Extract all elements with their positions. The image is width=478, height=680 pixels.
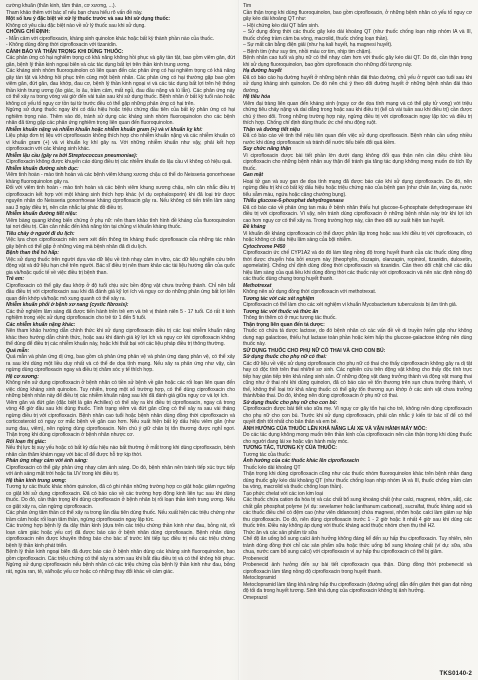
document-code: TKS0140-2 [439, 671, 472, 677]
paragraph: Tương tác của thuốc: [243, 451, 291, 458]
paragraph: Thuốc có chứa tá dược lactose, do đó bệnh nhân có các vấn đề về di truyền hiếm gặp như không dung nạp galactose, thiếu hụt lactase toàn phần hoặc kém hấp thu glucose-galactose không nên dùng thuốc này. [243, 328, 472, 347]
paragraph: Các phản ứng có hại nghiêm trọng có khả năng không hồi phục và gây tàn tật, bao gồm viêm gân, đứt gân, bệnh lý thần kinh ngoại biên và các tác dụng bất lợi trên thần kinh trung ương. [6, 55, 235, 68]
paragraph: Viêm tinh hoàn - mào tinh hoàn và các bệnh viêm khung xương chậu có thể do Neisseria gonorrhoeae kháng fluoroquinolon gây ra. [6, 172, 235, 185]
section-heading: Gan mật [243, 172, 264, 178]
paragraph: Tạo phức chelat với các ion kim loại [243, 490, 324, 497]
paragraph: Viêm bàng quang không biến chứng ở phụ nữ: nên tham khảo tình hình đề kháng của fluoroquinolon tại nơi điều trị. Cần cân nhắc đến khả năng tồn tại chủng vi khuẩn kháng thuốc. [6, 217, 235, 230]
paragraph: Tim [243, 3, 252, 9]
section-heading: Methotrexat [243, 282, 272, 289]
paragraph: Các kháng sinh nhóm fluoroquinolon có liên quan đến các phản ứng có hại nghiêm trọng có khả năng gây tàn tật và không hồi phục trên cùng một bệnh nhân. Các phản ứng có hại thường gặp bao gồm viêm gân, đứt gân, đau khớp, đau cơ, bệnh lý thần kinh ngoại vi và các tác dụng bất lợi trên hệ thống thần kinh trung ương (ảo giác, lo âu, trầm cảm, mất ngủ, đau đầu nặng và lú lẫn). Các phản ứng này có thể xảy ra trong vòng vài giờ đến vài tuần sau khi sử dụng thuốc. Bệnh nhân ở bất kỳ tuổi nào hoặc không có yếu tố nguy cơ tồn tại từ trước đều có thể gặp những phản ứng có hại trên. [6, 68, 235, 107]
paragraph: Các trường hợp bệnh lý đa dây thần kinh (dựa trên các triệu chứng thần kinh như đau, bỏng rát, rối loạn cảm giác hoặc yếu cơ) đã được báo cáo ở bệnh nhân dùng ciprofloxacin. Bệnh nhân dùng ciprofloxacin nên được khuyên thông báo cho bác sĩ trước khi tiếp tục điều trị nếu các triệu chứng bệnh lý thần kinh phát triển. [6, 523, 235, 549]
paragraph: Các thuốc chứa cation đa hóa trị và các chất bổ sung khoáng chất (như calci, magnesi, nhôm, sắt), các chất gắn phosphat polyme (ví dụ: sevelamer hoặc lanthanum carbonat), sucralfat, thuốc kháng acid và các thuốc điều chế có đệm cao (như viên didanosin) chứa magnesi, nhôm hoặc calci làm giảm sự hấp thu ciprofloxacin. Do đó, nên dùng ciprofloxacin trước 1 - 2 giờ hoặc ít nhất 4 giờ sau khi dùng các thuốc trên. Điều này không áp dụng với thuốc kháng acid thuộc nhóm chẹn thụ thể H2. [243, 497, 472, 529]
paragraph: Probenecid [243, 555, 269, 562]
section-heading: Sử dụng thuốc cho phụ nữ cho con bú: [243, 399, 338, 406]
paragraph: Đã có báo cáo về tinh thể niệu liên quan đến việc sử dụng ciprofloxacin. Bệnh nhân cần uống nhiều nước khi dùng ciprofloxacin và tránh để nước tiểu biến đổi quá kiềm. [243, 133, 472, 146]
section-heading: Hạ đường huyết [243, 68, 282, 74]
section-heading: Thiếu glucose-6-phosphat dehydrogenase [243, 198, 344, 204]
section-heading: TƯƠNG TÁC, TƯƠNG KỴ CỦA THUỐC: [243, 445, 337, 451]
section-heading: Nhiễm khuẩn nặng và nhiễm khuẩn hoặc nhiễm khuẩn gram (+) và vi khuẩn kỵ khí: [6, 126, 203, 133]
section-heading: Bệnh than thể hô hấp: [6, 250, 59, 256]
left-column [6, 3, 235, 667]
paragraph: Việc lựa chọn ciprofloxacin nên xem xét đến thông tin kháng thuốc ciprofloxacin của những tác nhân gây bệnh có thể gặp ở những vùng mà bệnh nhân đã đi du lịch. [6, 237, 235, 250]
paragraph: Thuốc kéo dài khoảng QT [243, 464, 301, 471]
paragraph: Vi khuẩn đề kháng ciprofloxacin có thể được phân lập trong hoặc sau khi điều trị với ciprofloxacin, có hoặc không có dấu hiệu lâm sàng của bội nhiễm. [243, 230, 472, 243]
paragraph: Do các tác dụng không mong muốn trên thần kinh của ciprofloxacin nên cần thận trọng khi dùng thuốc cho người đang lái xe hoặc vận hành máy móc. [243, 432, 472, 445]
section-heading: Một số lưu ý đặc biệt về xử lý thuốc trước và sau khi sử dụng thuốc: [6, 16, 171, 22]
paragraph: Các dữ liệu về việc sử dụng ciprofloxacin cho phụ nữ có thai cho thấy ciprofloxacin không gây ra dị tật hay có độc tính trên thai nhi/trẻ sơ sinh. Các nghiên cứu trên động vật không cho thấy độc tính trực tiếp hay gián tiếp trên khả năng sinh sản. Ở những động vật đang trưởng thành và động vật mang thai cũng như ở thai nhi khi dùng quinolon, đã có báo cáo về tổn thương trên sụn chưa trưởng thành, vì thế, không thể loại trừ khả năng thuốc có thể gây tổn thương sụn khớp ở các sinh vật chưa trưởng thành/bào thai. Do đó, không nên dùng ciprofloxacin ở phụ nữ có thai. [243, 360, 472, 399]
paragraph: Bệnh nhân cao tuổi và phụ nữ có thể nhạy cảm hơn với thuốc gây kéo dài QT. Do đó, cần thận trọng khi sử dụng fluoroquinolon, bao gồm ciprofloxacin cho những đối tượng này. [243, 55, 472, 68]
paragraph: Đã có báo cáo về phản ứng tan máu ở bệnh nhân thiếu hụt glucose-6-phosphate dehydrogenase khi điều trị với ciprofloxacin. Vì vậy, nên tránh dùng ciprofloxacin ở những bệnh nhân này trừ khi lợi ích cao hơn nguy cơ có thể xảy ra. Trong trường hợp này, cần theo dõi sự xuất hiện tan huyết. [243, 204, 472, 224]
paragraph: Không nên sử dụng ciprofloxacin ở bệnh nhân có tiền sử bệnh về gân hoặc các rối loạn liên quan đến việc dùng kháng sinh quinolon. Tuy nhiên, trong một số trường hợp, có thể dùng ciprofloxacin cho những bệnh nhân này để điều trị các nhiễm khuẩn nặng sau khi đã đánh giá giữa nguy cơ và lợi ích. [6, 380, 235, 399]
paragraph: Liệu pháp đơn trị liệu với ciprofloxacin không thích hợp cho nhiễm khuẩn nặng và các nhiễm khuẩn có vi khuẩn gram (+) và vi khuẩn kỵ khí gây ra. Với những nhiễm khuẩn như vậy, phải kết hợp ciprofloxacin với các kháng sinh khác. [6, 133, 235, 152]
paragraph: Tương tự các thuốc khác nhóm quinolon, đã có ghi nhận những trường hợp co giật hoặc giảm ngưỡng co giật khi sử dụng ciprofloxacin. Đã có báo cáo về các trường hợp động kinh liên tục sau khi dùng thuốc. Do đó, cần thận trọng khi dùng ciprofloxacin ở bệnh nhân bị rối loạn thần kinh trung ương. Nếu co giật xảy ra, cần ngừng ciprofloxacin. [6, 484, 235, 510]
paragraph: – Bệnh tim (như suy tim, nhồi máu cơ tim, nhịp tim chậm). [243, 48, 372, 55]
paragraph: Ciprofloxacin ức chế CYP1A2 và do đó làm tăng nồng độ trong huyết thanh của các thuốc dùng đồng thời được chuyển hóa bởi enzym này (theophylin, clozapin, olanzapin, ropinirol, tizanidin, duloxetin, agomelatin). Chống chỉ định dùng đồng thời ciprofloxacin và tizanidin. Cần theo dõi chặt chẽ các dấu hiệu lâm sàng của quá liều khi dùng đồng thời các thuốc này với ciprofloxacin và nên xác định nồng độ các thuốc dùng chung trong huyết thanh. [243, 250, 472, 282]
paragraph: Ciprofloxacin có thể làm cho các xét nghiệm vi khuẩn Mycobacterium tuberculosis bị âm tính giả. [243, 302, 458, 308]
paragraph: - Mẫn cảm với ciprofloxacin, kháng sinh quinolon khác hoặc bất kỳ thành phần nào của thuốc. [6, 35, 214, 42]
paragraph: Vì ciprofloxacin được bài tiết phần lớn dưới dạng không đổi qua thận nên cần điều chỉnh liều ciprofloxacin cho những bệnh nhân suy thận để tránh gia tăng tác dụng không mong muốn do tích lũy thuốc. [243, 152, 472, 172]
right-column [243, 3, 472, 667]
section-heading: Hệ thần kinh trung ương: [6, 477, 67, 484]
paragraph: Ngừng sử dụng thuốc ngay khi có dấu hiệu hoặc triệu chứng đầu tiên của bất kỳ phản ứng có hại nghiêm trọng nào. Thêm vào đó, tránh sử dụng các kháng sinh nhóm fluoroquinolon cho các bệnh nhân đã từng gặp các phản ứng nghiêm trọng liên quan đến fluoroquinolon. [6, 107, 235, 126]
section-heading: Sử dụng thuốc cho phụ nữ có thai: [243, 354, 327, 360]
paragraph: Ciprofloxacin không được khuyến cáo dùng điều trị các nhiễm khuẩn do lậu cầu vì không có hiệu quả. [6, 159, 232, 165]
section-heading: ẢNH HƯỞNG CỦA THUỐC LÊN KHẢ NĂNG LÁI XE VÀ VẬN HÀNH MÁY MÓC: [243, 425, 427, 432]
section-heading: Cytochrome P450 [243, 243, 286, 250]
paragraph: Đối với viêm tinh hoàn - mào tinh hoàn và các bệnh viêm khung xương chậu, nên cân nhắc điều trị ciprofloxacin kết hợp với một kháng sinh thích hợp khác (ví dụ cephalosporin) khi đã loại trừ được nguyên nhân do Neisseria gonorrhoeae kháng ciprofloxacin gây ra. Nếu không có tiến triển lâm sàng sau 3 ngày điều trị, nên cân nhắc lại phác đồ điều trị. [6, 185, 235, 211]
section-heading: Trẻ em: [6, 276, 24, 282]
paragraph: Nên tham khảo hướng dẫn chính thức khi sử dụng ciprofloxacin điều trị các loại nhiễm khuẩn nặng khác theo hướng dẫn chính thức, hoặc sau khi đánh giá kỹ lợi ích và nguy cơ khi ciprofloxacin không thể dùng để điều trị các nhiễm khuẩn này, hoặc khi thất bại với các liệu pháp điều trị thông thường. [6, 328, 235, 347]
paragraph: cường khuẩn (thẩn kinh, tâm thần, cơ xương, ...). [6, 3, 116, 9]
section-heading: Hệ cơ xương: [6, 373, 39, 380]
paragraph: Ciprofloxacin có thể gây phản ứng nhạy cảm ánh sáng. Do đó, bệnh nhân nên tránh tiếp xúc trực tiếp với ánh sáng mặt trời hoặc tia UV trong khi điều trị. [6, 464, 235, 477]
section-heading: Thận trọng liên quan đến tá dược: [243, 321, 325, 328]
paragraph: Viêm gân và đứt gân (đặc biệt là gân Achilles) có thể xảy ra khi điều trị ciprofloxacin, ngay cả trong vòng 48 giờ đầu sau khi dùng thuốc. Tình trạng viêm và đứt gân cũng có thể xảy ra sau vài tháng ngừng điều trị với ciprofloxacin. Bệnh nhân cao tuổi hoặc bệnh nhân dùng đồng thời ciprofloxacin và corticosteroid có nguy cơ mắc bệnh về gân cao hơn. Nếu xuất hiện bất kỳ dấu hiệu viêm gân (như sưng đau, viêm), nên ngừng dùng ciprofloxacin. Nên chú ý giữ chân bị tổn thương được nghỉ ngơi. Thận trọng khi dùng ciprofloxacin ở bệnh nhân nhược cơ. [6, 399, 235, 438]
section-heading: Ảnh hưởng của các thuốc khác lên ciprofloxacin [243, 458, 360, 464]
section-heading: Nhiễm khuẩn đường tiết niệu: [6, 211, 78, 217]
section-heading: CHỐNG CHỈ ĐỊNH: [6, 29, 50, 35]
paragraph: Probenecid ảnh hưởng đến sự bài tiết ciprofloxacin qua thận. Dùng đồng thời probenecid và ciprofloxacin làm tăng nồng độ ciprofloxacin trong huyết thanh. [243, 562, 472, 575]
paragraph: Các thử nghiệm lâm sàng đã được tiến hành trên trẻ em và trẻ vị thành niên 5 - 17 tuổi. Có rất ít kinh nghiệm trong việc sử dụng ciprofloxacin cho trẻ từ 1 đến 5 tuổi. [6, 308, 235, 321]
paragraph: Quá mẫn và phản ứng dị ứng, bao gồm cả phản ứng phản vệ và phản ứng dạng phản vệ, có thể xảy ra sau khi dùng một liều duy nhất và có thể đe dọa tính mạng. Nếu xảy ra phản ứng như vậy, cần ngừng dùng ciprofloxacin ngay và điều trị chăm sóc y tế thích hợp. [6, 354, 235, 373]
section-heading: Rối loạn thị giác: [6, 438, 47, 445]
paragraph: Thận trọng khi dùng ciprofloxacin cũng như các thuốc nhóm fluoroquinolon khác trên bệnh nhân đang dùng thuốc gây kéo dài khoảng QT (như thuốc chống loạn nhịp nhóm IA và III, thuốc chống trầm cảm ba vòng, macrolid và thuốc chống loạn thần). [243, 471, 472, 490]
paragraph: Cần thận trọng khi dùng fluoroquinolon, bao gồm ciprofloxacin, ở những bệnh nhân có yếu tố nguy cơ gây kéo dài khoảng QT như: [243, 9, 472, 22]
section-heading: Tiêu chảy ở người đi du lịch: [6, 230, 75, 237]
section-heading: Đề kháng [243, 224, 266, 230]
paragraph: Tham khảo thêm với bác sĩ nếu bạn chưa hiểu rõ vấn đề này. [6, 9, 143, 16]
paragraph: Bệnh lý thần kinh ngoại biên đã được báo cáo ở bệnh nhân dùng các kháng sinh fluoroquinolon, bao gồm ciprofloxacin. Các triệu chứng có thể xảy ra sớm sau khi bắt đầu điều trị và có thể không hồi phục. Ngừng sử dụng ciprofloxacin nếu bệnh nhân có các triệu chứng của bệnh lý thần kinh như đau, bỏng rát, ngứa ran, tê, và/hoặc yếu cơ hoặc có những thay đổi khác về cảm giác. [6, 549, 235, 575]
paragraph: - Không dùng đồng thời ciprofloxacin với tizanidin. [6, 42, 118, 48]
paragraph: – Sử dụng đồng thời các thuốc gây kéo dài khoảng QT (như thuốc chống loạn nhịp nhóm IA và III, thuốc chống trầm cảm ba vòng, macrolid, thuốc chống loạn thần). [243, 29, 472, 42]
section-heading: SỬ DỤNG THUỐC CHO PHỤ NỮ CÓ THAI VÀ CHO CON BÚ: [243, 347, 386, 354]
paragraph: Hoại tử gan và suy gan đe dọa tính mạng đã được báo cáo khi sử dụng ciprofloxacin. Do đó, nên ngừng điều trị khi có bất kỳ dấu hiệu hoặc triệu chứng nào của bệnh gan (như chán ăn, vàng da, nước tiểu sẫm màu, ngứa hoặc căng chướng bụng). [243, 178, 472, 198]
section-heading: Suy chức năng thận [243, 146, 292, 152]
paragraph: Omeprazol [243, 594, 268, 601]
paragraph: Không có yêu cầu đặc biệt nào về xử lý thuốc sau khi sử dụng. [6, 22, 146, 29]
paragraph: Ciprofloxacin được bài tiết vào sữa mẹ. Vì nguy cơ gây tổn hại cho trẻ, không nên dùng ciprofloxacin cho phụ nữ cho con bú. Trước khi sử dụng ciprofloxacin, phải cân nhắc ý kiến từ bác sĩ để có thể quyết định tốt nhất cho bản thân và em bé. [243, 406, 472, 425]
paragraph: Viêm đại tràng liên quan đến kháng sinh (nguy cơ đe dọa tính mạng và có thể gây tử vong) với triệu chứng tiêu chảy nặng và dai dẳng trong hoặc sau khi điều trị (kể cả vài tuần sau khi điều trị) cần được chú ý theo dõi. Trong những trường hợp này, ngừng điều trị với ciprofloxacin ngay lập tức và điều trị thích hợp. Chống chỉ định dùng thuốc ức chế nhu động ruột. [243, 100, 472, 126]
section-heading: Phản ứng nhạy cảm với ánh sáng: [6, 458, 88, 464]
section-heading: Tương tác với các xét nghiệm [243, 295, 315, 302]
paragraph: – Hội chứng kéo dài QT bẩm sinh. [243, 22, 320, 29]
section-heading: Quá mẫn: [6, 347, 30, 354]
section-heading: CẢNH BÁO VÀ THẬN TRỌNG KHI DÙNG THUỐC: [6, 48, 124, 55]
section-heading: Nhiễm lậu cầu (gây ra bởi Streptococcus pneumoniae): [6, 152, 138, 159]
paragraph: Các phản ứng tâm thần có thể xảy ra trong lần đầu tiên dùng thuốc. Nếu xuất hiện các triệu chứng như trầm cảm hoặc rối loạn tâm thần, ngừng ciprofloxacin ngay lập tức. [6, 510, 235, 523]
section-heading: Thận và đường tiết niệu [243, 126, 301, 133]
paragraph: Việc sử dụng thuốc trên người dựa vào dữ liệu về tính nhạy cảm in vitro, các dữ liệu nghiên cứu trên động vật và dữ liệu hạn chế trên người. Bác sĩ điều trị nên tham khảo các tài liệu hướng dẫn của quốc gia và/hoặc quốc tế về việc điều trị bệnh than. [6, 256, 235, 276]
section-heading: Tương tác với thuốc và thức ăn [243, 308, 319, 315]
section-heading: Nhiễm khuẩn đường sinh dục: [6, 165, 79, 172]
section-heading: Hệ tiêu hóa [243, 94, 270, 100]
paragraph: Metoclopramid làm tăng khả năng hấp thu ciprofloxacin (đường uống) dẫn đến giảm thời gian đạt nồng độ tối đa trong huyết tương. Sinh khả dụng của ciprofloxacin không bị ảnh hưởng. [243, 581, 472, 594]
paragraph: Đã có báo cáo hạ đường huyết ở những bệnh nhân đái tháo đường, chủ yếu ở người cao tuổi sau khi sử dụng kháng sinh quinolon. Do đó nên chú ý theo dõi đường huyết ở những bệnh nhân đái tháo đường. [243, 74, 472, 94]
paragraph: – Sự mất cân bằng điện giải (như hạ kali huyết, hạ magnesi huyết). [243, 42, 393, 48]
paragraph: Metoclopramid [243, 575, 276, 581]
section-heading: Nhiễm khuẩn phổi ở bệnh xơ nang (cystic fibrosis): [6, 302, 129, 308]
paragraph: Ciprofloxacin có thể gây đau khớp ở độ tuổi chịu sức bền động vật chưa trưởng thành. Chỉ nên bắt đầu điều trị với ciprofloxacin sau khi đã đánh giá kỹ lợi ích và nguy cơ do những phản ứng bất lợi liên quan đến khớp và/hoặc mô xung quanh có thể xảy ra. [6, 282, 235, 302]
paragraph: Nếu thị lực bị suy yếu hoặc có bất kỳ dấu hiệu nào bất thường ở mắt trong khi dùng ciprofloxacin, bệnh nhân cần thăm khám ngay với bác sĩ để được hỗ trợ kịp thời. [6, 445, 235, 458]
page-fold [238, 0, 240, 680]
paragraph: Thức ăn và các sản phẩm từ sữa [243, 529, 318, 536]
section-heading: Các nhiễm khuẩn nặng khác: [6, 321, 76, 328]
paragraph: Không nên sử dụng đồng thời ciprofloxacin với methotrexat. [243, 289, 377, 295]
paragraph: Thông tin thêm có ở mục tương tác thuốc. [243, 315, 337, 321]
paragraph: Chế độ ăn uống bổ sung calci ảnh hưởng không đáng kể đến sự hấp thu ciprofloxacin. Tuy nhiên, nên tránh dùng đồng thời chỉ các sản phẩm sữa hoặc thức uống bổ sung khoáng chất (ví dụ: sữa, sữa chua, nước cam bổ sung calci) với ciprofloxacin vì sự hấp thu ciprofloxacin có thể bị giảm. [243, 536, 472, 555]
